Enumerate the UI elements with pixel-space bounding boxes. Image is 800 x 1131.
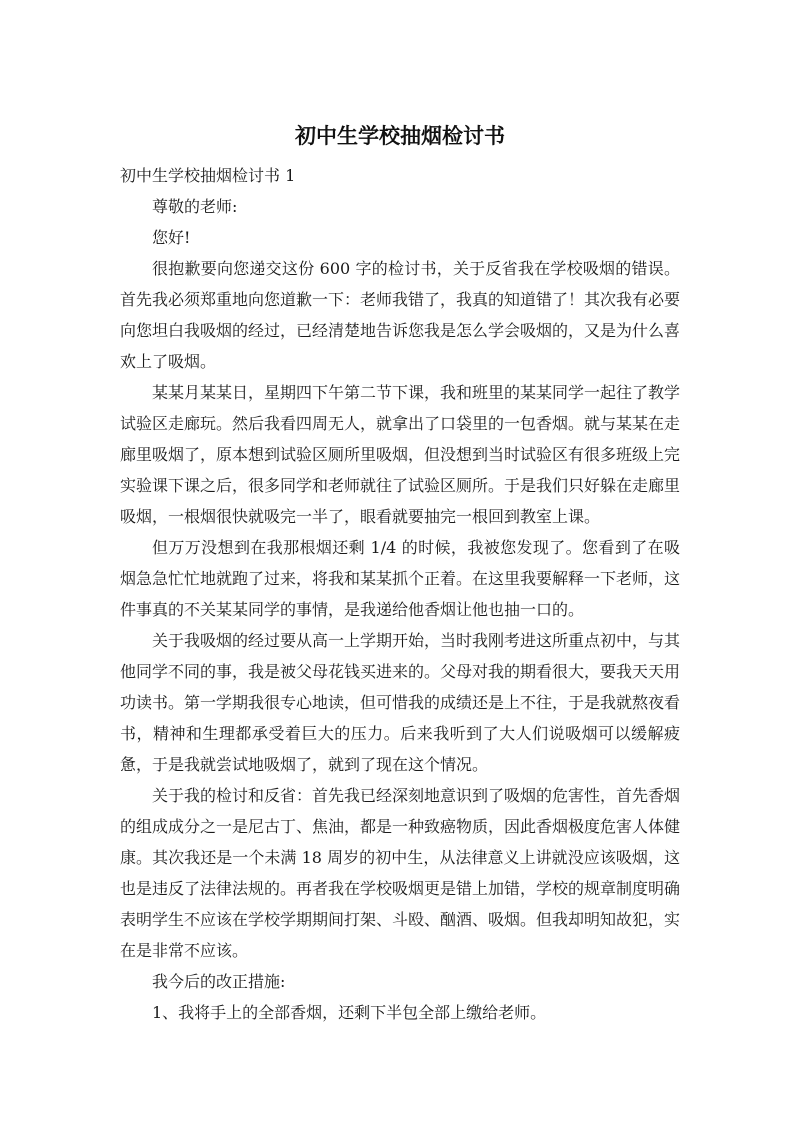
paragraph-incident: 某某月某某日，星期四下午第二节下课，我和班里的某某同学一起往了教学试验区走廊玩。然后我看四周无人，就拿出了口袋里的一包香烟。就与某某在走廊里吸烟了，原本想到试验区厕所里吸烟，但没想到当时试验区有很多班级上完实验课下课之后，很多同学和老师就往了试验区厕所。于是我们只好躲在走廊里吸烟，一根烟很快就吸完一半了，眼看就要抽完一根回到教室上课。 xyxy=(120,383,681,526)
greeting: 您好! xyxy=(152,228,191,247)
paragraph-discovered: 但万万没想到在我那根烟还剩 1/4 的时候，我被您发现了。您看到了在吸烟急急忙忙地就跑了过来，将我和某某抓个正着。在这里我要解释一下老师，这件事真的不关某某同学的事情，是我递给他香烟让他也抽一口的。 xyxy=(120,538,681,619)
paragraph-measures-heading: 我今后的改正措施: xyxy=(152,972,286,991)
paragraph-apology: 很抱歉要向您递交这份 600 字的检讨书，关于反省我在学校吸烟的错误。首先我必须郑重地向您道歉一下：老师我错了，我真的知道错了！其次我有必要向您坦白我吸烟的经过，已经清楚地告诉您我是怎么学会吸烟的，又是为什么喜欢上了吸烟。 xyxy=(120,259,681,371)
paragraph-background: 关于我吸烟的经过要从高一上学期开始，当时我刚考进这所重点初中，与其他同学不同的事，我是被父母花钱买进来的。父母对我的期看很大，要我天天用功读书。第一学期我很专心地读，但可惜我的成绩还是上不往，于是我就熬夜看书，精神和生理都承受着巨大的压力。后来我听到了大人们说吸烟可以缓解疲惫，于是我就尝试地吸烟了，就到了现在这个情况。 xyxy=(120,631,681,774)
section-heading: 初中生学校抽烟检讨书 1 xyxy=(120,166,296,185)
document-title: 初中生学校抽烟检讨书 xyxy=(295,124,505,148)
paragraph-reflection: 关于我的检讨和反省：首先我已经深刻地意识到了吸烟的危害性，首先香烟的组成成分之一是尼古丁、焦油，都是一种致癌物质，因此香烟极度危害人体健康。其次我还是一个未满 18 周岁的初中生，从法律意义上讲就没应该吸烟，这也是违反了法律法规的。再者我在学校吸烟更是错上加错，学校的规章制度明确表明学生不应该在学校学期期间打架、斗殴、酗酒、吸烟。但我却明知故犯，实在是非常不应该。 xyxy=(120,786,681,960)
document-body xyxy=(120,160,680,1028)
paragraph-measure-1: 1、我将手上的全部香烟，还剩下半包全部上缴给老师。 xyxy=(152,1003,547,1022)
salutation: 尊敬的老师: xyxy=(152,197,238,216)
